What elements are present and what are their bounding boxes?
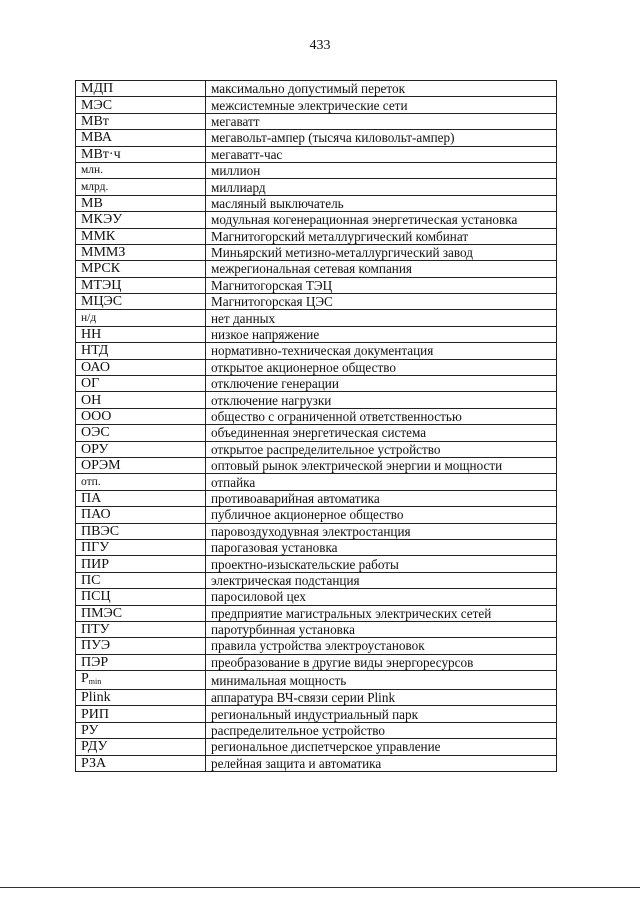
table-row: [76, 441, 557, 457]
abbreviation-text: МКЭУ: [81, 212, 123, 228]
abbreviation-cell: [76, 722, 206, 738]
abbreviation-text: ПСЦ: [81, 589, 111, 605]
table-row: [76, 589, 557, 605]
definition-cell: паротурбинная установка: [206, 621, 557, 637]
table-row: [76, 130, 557, 146]
table-row: [76, 113, 557, 129]
table-row: [76, 212, 557, 228]
table-row: [76, 457, 557, 473]
abbreviation-cell: [76, 130, 206, 146]
definition-cell: масляный выключатель: [206, 195, 557, 211]
abbreviation-text: РДУ: [81, 739, 108, 755]
definition-cell: отключение генерации: [206, 376, 557, 392]
definition-cell: миллион: [206, 162, 557, 178]
table-row: [76, 523, 557, 539]
definition-cell: электрическая подстанция: [206, 572, 557, 588]
definition-cell: Магнитогорская ТЭЦ: [206, 277, 557, 293]
abbreviation-cell: [76, 113, 206, 129]
abbreviation-cell: [76, 195, 206, 211]
abbreviation-text: МРСК: [81, 261, 121, 277]
abbreviation-text: ПАО: [81, 507, 111, 523]
abbreviation-cell: [76, 244, 206, 260]
abbreviation-cell: [76, 97, 206, 113]
table-row: [76, 162, 557, 178]
abbreviation-text: отп.: [81, 475, 101, 488]
definition-cell: открытое распределительное устройство: [206, 441, 557, 457]
abbreviation-text: ПМЭС: [81, 605, 123, 621]
abbreviation-text: МВ: [81, 195, 103, 211]
abbreviation-cell: [76, 310, 206, 326]
table-row: [76, 81, 557, 97]
table-row: [76, 539, 557, 555]
abbreviation-cell: [76, 441, 206, 457]
table-row: [76, 507, 557, 523]
abbreviation-text: МДП: [81, 81, 114, 97]
definition-cell: Миньярский метизно-металлургический завод: [206, 244, 557, 260]
abbreviation-text: Plink: [81, 690, 111, 706]
abbreviation-cell: [76, 294, 206, 310]
definition-cell: противоаварийная автоматика: [206, 490, 557, 506]
table-row: [76, 261, 557, 277]
abbreviation-cell: [76, 589, 206, 605]
definition-cell: миллиард: [206, 179, 557, 195]
definition-cell: релейная защита и автоматика: [206, 755, 557, 771]
abbreviation-text: ПЭР: [81, 654, 109, 670]
abbreviation-cell: [76, 654, 206, 670]
abbreviation-cell: [76, 81, 206, 97]
abbreviation-cell: [76, 457, 206, 473]
table-row: [76, 654, 557, 670]
abbreviation-cell: [76, 162, 206, 178]
abbreviation-text: ОЭС: [81, 425, 110, 441]
definition-cell: отключение нагрузки: [206, 392, 557, 408]
abbreviation-cell: [76, 392, 206, 408]
abbreviation-text: P: [81, 671, 89, 687]
table-row: [76, 359, 557, 375]
abbreviation-text: МЭС: [81, 97, 113, 113]
abbreviation-cell: [76, 507, 206, 523]
abbreviation-cell: [76, 146, 206, 162]
table-row: [76, 755, 557, 771]
abbreviation-text: ОРУ: [81, 441, 109, 457]
abbreviation-text: ПВЭС: [81, 523, 120, 539]
table-row: [76, 722, 557, 738]
definition-cell: нет данных: [206, 310, 557, 326]
table-row: [76, 638, 557, 654]
abbreviation-cell: [76, 425, 206, 441]
abbreviation-text: ПА: [81, 490, 102, 506]
table-row: [76, 294, 557, 310]
definition-cell: открытое акционерное общество: [206, 359, 557, 375]
definition-cell: предприятие магистральных электрических сетей: [206, 605, 557, 621]
definition-cell: максимально допустимый переток: [206, 81, 557, 97]
table-row: [76, 195, 557, 211]
table-row: [76, 376, 557, 392]
definition-cell: минимальная мощность: [206, 671, 557, 690]
abbreviation-text: ПУЭ: [81, 638, 111, 654]
table-row: [76, 556, 557, 572]
abbreviation-cell: [76, 523, 206, 539]
abbreviation-text: МВт: [81, 113, 109, 129]
abbreviation-text: РУ: [81, 723, 99, 739]
abbreviation-cell: [76, 474, 206, 490]
abbreviation-cell: [76, 228, 206, 244]
definition-cell: аппаратура ВЧ-связи серии Plink: [206, 690, 557, 706]
definition-cell: межрегиональная сетевая компания: [206, 261, 557, 277]
abbreviation-text: ПИР: [81, 556, 110, 572]
abbreviation-text: ОН: [81, 392, 102, 408]
abbreviation-cell: [76, 621, 206, 637]
definition-cell: низкое напряжение: [206, 326, 557, 342]
abbreviations-table: [75, 80, 557, 772]
abbreviation-text: млн.: [81, 164, 104, 177]
definition-cell: нормативно-техническая документация: [206, 343, 557, 359]
definition-cell: Магнитогорская ЦЭС: [206, 294, 557, 310]
abbreviation-text: РЗА: [81, 755, 107, 771]
table-row: [76, 343, 557, 359]
table-row: [76, 739, 557, 755]
abbreviation-cell: [76, 638, 206, 654]
table-row: [76, 146, 557, 162]
abbreviation-cell: [76, 490, 206, 506]
table-row: [76, 408, 557, 424]
abbreviation-text: НТД: [81, 343, 109, 359]
abbreviation-text: ОРЭМ: [81, 458, 121, 474]
definition-cell: парогазовая установка: [206, 539, 557, 555]
abbreviation-cell: [76, 326, 206, 342]
definition-cell: объединенная энергетическая система: [206, 425, 557, 441]
table-row: [76, 244, 557, 260]
page-number: 433: [309, 38, 331, 53]
table-row: [76, 277, 557, 293]
definition-cell: региональный индустриальный парк: [206, 706, 557, 722]
definition-cell: отпайка: [206, 474, 557, 490]
abbreviation-text: НН: [81, 327, 102, 343]
definition-cell: мегаватт: [206, 113, 557, 129]
definition-cell: оптовый рынок электрической энергии и мощности: [206, 457, 557, 473]
footer-divider: [0, 887, 640, 888]
definition-cell: межсистемные электрические сети: [206, 97, 557, 113]
abbreviation-text: ООО: [81, 409, 112, 424]
abbreviations-table-body: [76, 81, 557, 772]
abbreviation-cell: [76, 277, 206, 293]
table-row: [76, 179, 557, 195]
table-row: [76, 474, 557, 490]
abbreviation-cell: [76, 739, 206, 755]
definition-cell: публичное акционерное общество: [206, 507, 557, 523]
definition-cell: мегаватт-час: [206, 146, 557, 162]
table-row: [76, 605, 557, 621]
abbreviation-cell: [76, 359, 206, 375]
definition-cell: общество с ограниченной ответственностью: [206, 408, 557, 424]
abbreviation-cell: [76, 671, 206, 690]
table-row: [76, 425, 557, 441]
abbreviation-text: МВА: [81, 130, 113, 146]
table-row: [76, 310, 557, 326]
abbreviation-cell: [76, 212, 206, 228]
definition-cell: распределительное устройство: [206, 722, 557, 738]
definition-cell: правила устройства электроустановок: [206, 638, 557, 654]
abbreviation-cell: [76, 376, 206, 392]
definition-cell: паровоздуходувная электростанция: [206, 523, 557, 539]
abbreviation-cell: [76, 572, 206, 588]
abbreviation-text: РИП: [81, 706, 110, 722]
abbreviation-text: МВт·ч: [81, 146, 121, 162]
abbreviation-cell: [76, 755, 206, 771]
abbreviation-text: млрд.: [81, 180, 109, 193]
table-row: [76, 228, 557, 244]
definition-cell: Магнитогорский металлургический комбинат: [206, 228, 557, 244]
abbreviation-text: ОГ: [81, 376, 100, 392]
table-row: [76, 326, 557, 342]
abbreviation-cell: [76, 556, 206, 572]
definition-cell: преобразование в другие виды энергоресурсов: [206, 654, 557, 670]
definition-cell: проектно-изыскательские работы: [206, 556, 557, 572]
abbreviation-subscript: min: [88, 677, 102, 687]
abbreviation-text: ММК: [81, 228, 116, 244]
abbreviation-cell: [76, 261, 206, 277]
abbreviation-text: ПТУ: [81, 622, 110, 638]
abbreviation-cell: [76, 539, 206, 555]
abbreviation-text: ОАО: [81, 359, 110, 375]
table-row: [76, 706, 557, 722]
table-row: [76, 621, 557, 637]
definition-cell: мегавольт-ампер (тысяча киловольт-ампер): [206, 130, 557, 146]
abbreviation-cell: [76, 690, 206, 706]
table-row: [76, 490, 557, 506]
abbreviation-text: ПС: [81, 572, 101, 588]
abbreviation-cell: [76, 343, 206, 359]
abbreviation-cell: [76, 706, 206, 722]
abbreviation-cell: [76, 179, 206, 195]
abbreviation-text: МММЗ: [81, 245, 126, 261]
abbreviation-cell: [76, 605, 206, 621]
definition-cell: модульная когенерационная энергетическая установка: [206, 212, 557, 228]
table-row: [76, 572, 557, 588]
abbreviation-text: МТЭЦ: [81, 277, 122, 293]
abbreviation-text: МЦЭС: [81, 294, 123, 310]
definition-cell: региональное диспетчерское управление: [206, 739, 557, 755]
abbreviation-cell: [76, 408, 206, 424]
table-row: [76, 392, 557, 408]
abbreviation-text: н/д: [81, 311, 97, 324]
abbreviation-text: ПГУ: [81, 540, 110, 556]
table-row: [76, 690, 557, 706]
table-row: [76, 671, 557, 690]
definition-cell: паросиловой цех: [206, 589, 557, 605]
table-row: [76, 97, 557, 113]
